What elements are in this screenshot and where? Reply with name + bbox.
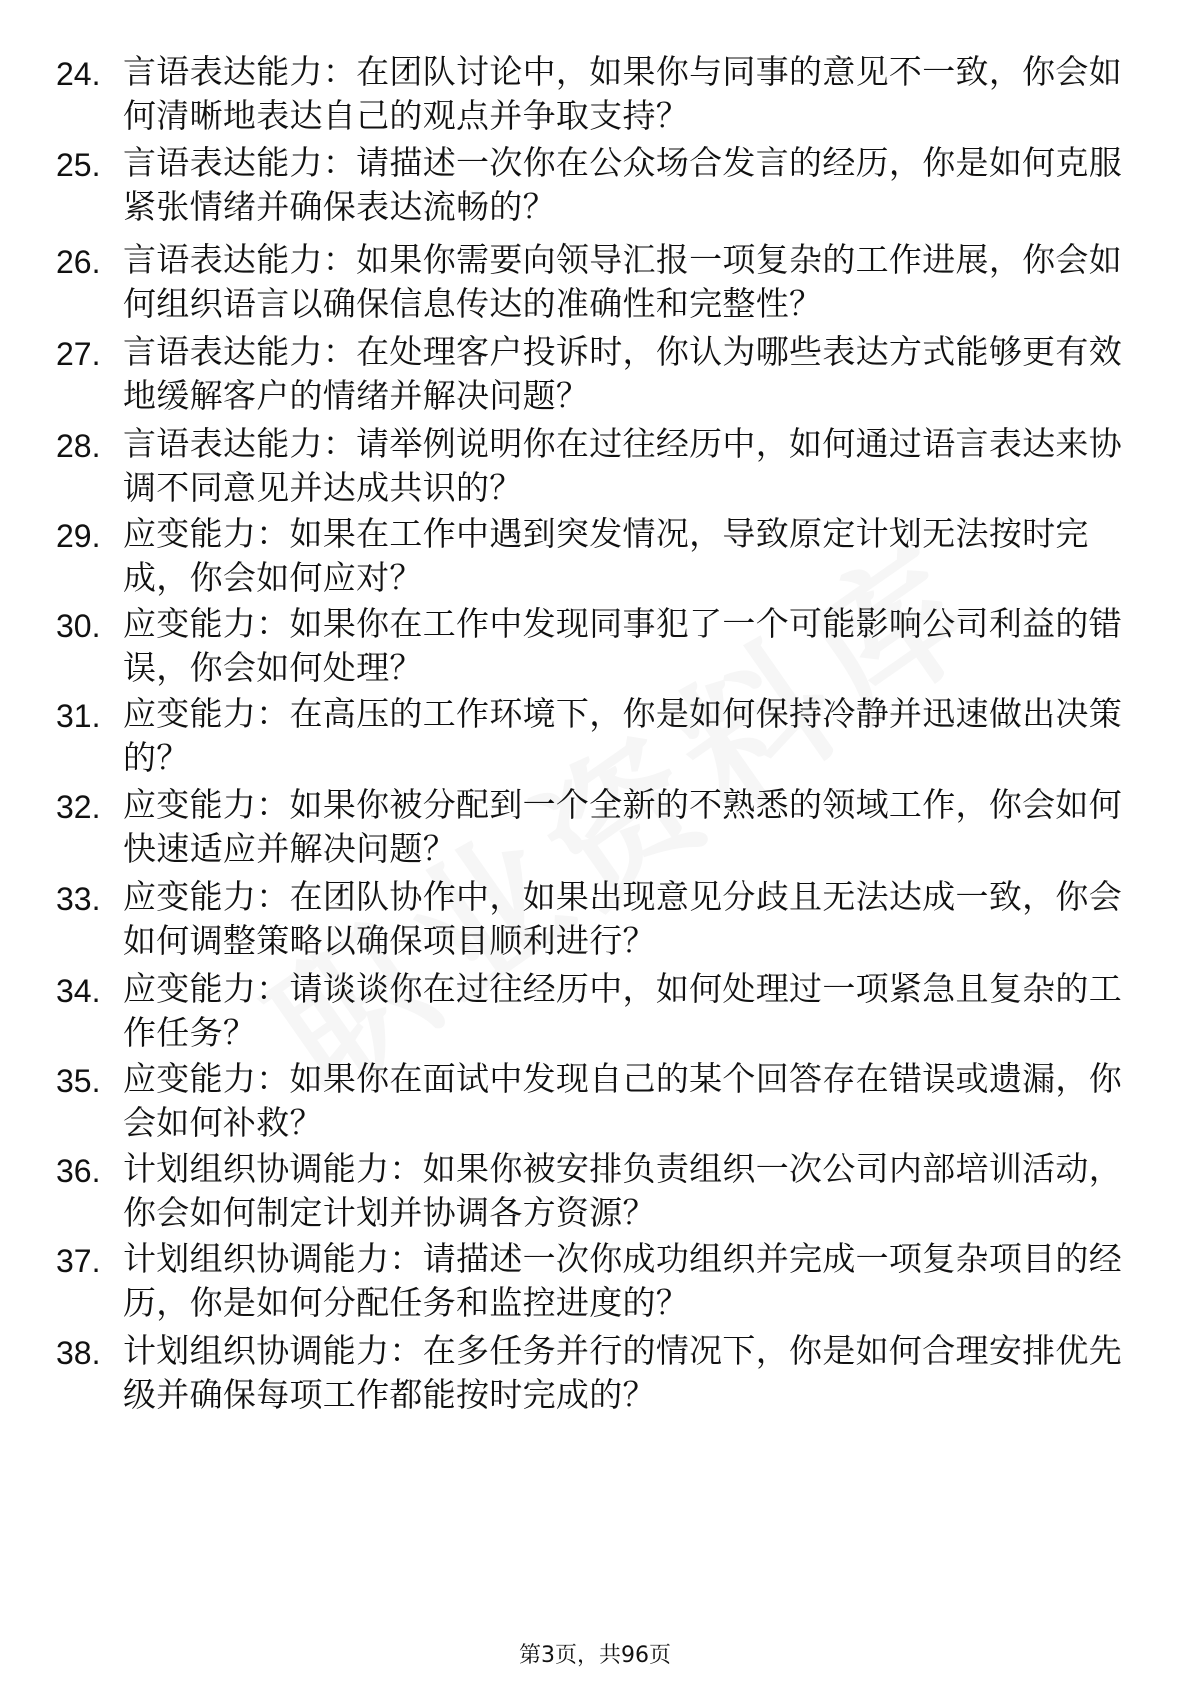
question-text xyxy=(123,141,1123,229)
question-text xyxy=(123,238,1123,326)
question-number: 33. xyxy=(56,881,101,917)
question-number: 24. xyxy=(56,56,101,92)
question-category: 应变能力 ： xyxy=(123,604,290,643)
question-text xyxy=(123,1329,1123,1417)
question-body: 如果你被安排负责组织一次公司内部培训活动，你会如何制定计划并协调各方资源？ xyxy=(123,1149,1123,1232)
question-body: 在处理客户投诉时，你认为哪些表达方式能够更有效地缓解客户的情绪并解决问题？ xyxy=(123,332,1123,415)
question-number: 30. xyxy=(56,608,101,644)
question-body: 如果你需要向领导汇报一项复杂的工作进展，你会如何组织语言以确保信息传达的准确性和完整性？ xyxy=(123,240,1123,323)
question-text xyxy=(123,875,1123,963)
question-category: 计划组织协调能力 ： xyxy=(123,1331,423,1370)
question-number: 28. xyxy=(56,428,101,464)
question-text xyxy=(123,602,1123,690)
question-body: 如果在工作中遇到突发情况，导致原定计划无法按时完成，你会如何应对？ xyxy=(123,514,1089,597)
question-category: 应变能力 ： xyxy=(123,1059,290,1098)
question-body: 在多任务并行的情况下，你是如何合理安排优先级并确保每项工作都能按时完成的？ xyxy=(123,1331,1123,1414)
question-category: 言语表达能力 ： xyxy=(123,424,356,463)
question-category: 言语表达能力 ： xyxy=(123,332,356,371)
question-text xyxy=(123,967,1123,1055)
question-item xyxy=(0,783,1190,873)
question-item xyxy=(0,330,1190,420)
question-number: 34. xyxy=(56,973,101,1009)
question-category: 言语表达能力 ： xyxy=(123,143,356,182)
question-text xyxy=(123,1147,1123,1235)
question-text xyxy=(123,783,1123,871)
question-body: 如果你在面试中发现自己的某个回答存在错误或遗漏，你会如何补救？ xyxy=(123,1059,1123,1142)
question-item xyxy=(0,602,1190,692)
question-body: 在团队讨论中，如果你与同事的意见不一致，你会如何清晰地表达自己的观点并争取支持？ xyxy=(123,52,1123,135)
question-category: 言语表达能力 ： xyxy=(123,240,356,279)
question-body: 请举例说明你在过往经历中，如何通过语言表达来协调不同意见并达成共识的？ xyxy=(123,424,1123,507)
question-item xyxy=(0,50,1190,140)
question-number: 31. xyxy=(56,698,101,734)
question-item xyxy=(0,1237,1190,1327)
page-number-label: 第3页，共96页 xyxy=(519,1643,671,1668)
question-body: 在团队协作中，如果出现意见分歧且无法达成一致，你会如何调整策略以确保项目顺利进行？ xyxy=(123,877,1123,960)
question-text xyxy=(123,692,1123,780)
question-body: 如果你在工作中发现同事犯了一个可能影响公司利益的错误，你会如何处理？ xyxy=(123,604,1123,687)
question-category: 应变能力 ： xyxy=(123,785,290,824)
question-item xyxy=(0,422,1190,512)
question-body: 在高压的工作环境下，你是如何保持冷静并迅速做出决策的？ xyxy=(123,694,1123,777)
question-item xyxy=(0,967,1190,1057)
question-number: 36. xyxy=(56,1153,101,1189)
question-number: 27. xyxy=(56,336,101,372)
question-number: 38. xyxy=(56,1335,101,1371)
question-item xyxy=(0,141,1190,231)
question-item xyxy=(0,512,1190,602)
question-number: 35. xyxy=(56,1063,101,1099)
question-text xyxy=(123,422,1123,510)
question-item xyxy=(0,875,1190,965)
question-item xyxy=(0,238,1190,328)
question-number: 32. xyxy=(56,789,101,825)
question-text xyxy=(123,50,1123,138)
question-item xyxy=(0,692,1190,782)
question-text xyxy=(123,1237,1123,1325)
question-body: 请描述一次你成功组织并完成一项复杂项目的经历，你是如何分配任务和监控进度的？ xyxy=(123,1239,1123,1322)
question-number: 26. xyxy=(56,244,101,280)
question-category: 计划组织协调能力 ： xyxy=(123,1149,423,1188)
question-category: 言语表达能力 ： xyxy=(123,52,356,91)
question-body: 请描述一次你在公众场合发言的经历，你是如何克服紧张情绪并确保表达流畅的？ xyxy=(123,143,1123,226)
question-body: 如果你被分配到一个全新的不熟悉的领域工作，你会如何快速适应并解决问题？ xyxy=(123,785,1123,868)
question-category: 应变能力 ： xyxy=(123,969,290,1008)
question-category: 计划组织协调能力 ： xyxy=(123,1239,423,1278)
question-text xyxy=(123,330,1123,418)
question-item xyxy=(0,1147,1190,1237)
question-category: 应变能力 ： xyxy=(123,877,290,916)
question-number: 29. xyxy=(56,518,101,554)
page-footer xyxy=(0,1642,1190,1670)
question-body: 请谈谈你在过往经历中，如何处理过一项紧急且复杂的工作任务？ xyxy=(123,969,1123,1052)
question-number: 37. xyxy=(56,1243,101,1279)
question-category: 应变能力 ： xyxy=(123,514,290,553)
question-item xyxy=(0,1057,1190,1147)
question-text xyxy=(123,1057,1123,1145)
question-number: 25. xyxy=(56,147,101,183)
question-category: 应变能力 ： xyxy=(123,694,290,733)
question-text xyxy=(123,512,1123,600)
question-item xyxy=(0,1329,1190,1419)
